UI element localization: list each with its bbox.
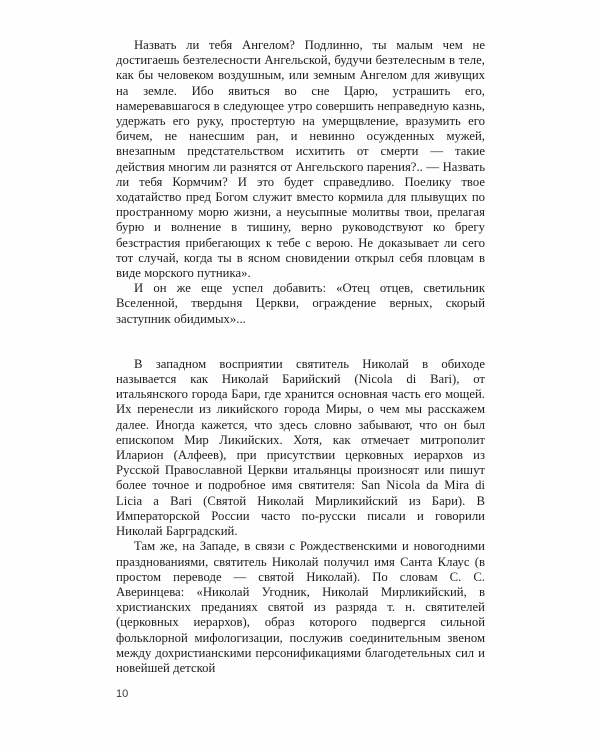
- paragraph: Назвать ли тебя Ангелом? Подлинно, ты малым чем не достигаешь безтелесности Ангельской, будучи безтелесным в теле, как бы человеком воздушным, или земным Ангелом для живущих на земле. Ибо явиться во сне Царю, устрашить его, намеревавшагося в следующее утро совершить неправедную казнь, удержать его руку, простертую на умерщвление, вразумить его бичем, не нанесшим ран, и невинно осужденных мужей, внезапным предстательством исхитить от смерти — такие действия многим ли разнятся от Ангельского парения?.. — Назвать ли тебя Кормчим? И это будет справедливо. Поелику твое ходатайство пред Богом служит вместо кормила для плывущих по пространному морю жизни, а неусыпные молитвы твои, прелагая бурю и волнение в тишину, верно руководствуют ко брегу безстрастия прибегающих к тебе с верою. Не доказывает ли сего тот случай, когда ты в ясном сновидении открыл себя пловцам в виде морского путника».: [116, 38, 485, 281]
- paragraph: И он же еще успел добавить: «Отец отцев, светильник Вселенной, твердыня Церкви, ограждение верных, скорый заступник обидимых»...: [116, 281, 485, 326]
- paragraph: Там же, на Западе, в связи с Рождественскими и новогодними празднованиями, святитель Николай получил имя Санта Клаус (в простом переводе — святой Николай). По словам С. С. Аверинцева: «Николай Угодник, Николай Мирликийский, в христианских преданиях святой из разряда т. н. святителей (церковных иерархов), образ которого подвергся сильной фольклорной мифологизации, послужив соединительным звеном между дохристианскими персонификациями благодетельных сил и новейшей детской: [116, 539, 485, 675]
- text-column: [116, 38, 485, 676]
- section-two: [116, 357, 485, 676]
- paragraph: В западном восприятии святитель Николай в обиходе называется как Николай Барийский (Nicola di Bari), от итальянского города Бари, где хранится основная часть его мощей. Их перенесли из ликийского города Миры, о чем мы расскажем далее. Иногда кажется, что здесь словно забывают, что он был епископом Мир Ликийских. Хотя, как отмечает митрополит Иларион (Алфеев), при присутствии церковных иерархов из Русской Православной Церкви итальянцы произносят или пишут более точное и подробное имя святителя: San Nicola da Mira di Licia a Bari (Святой Николай Мирликийский из Бари). В Императорской России часто по-русски писали и говорили Николай Барградский.: [116, 356, 485, 539]
- section-divider: [116, 327, 485, 357]
- page-number: 10: [116, 688, 129, 700]
- section-one: [116, 38, 485, 327]
